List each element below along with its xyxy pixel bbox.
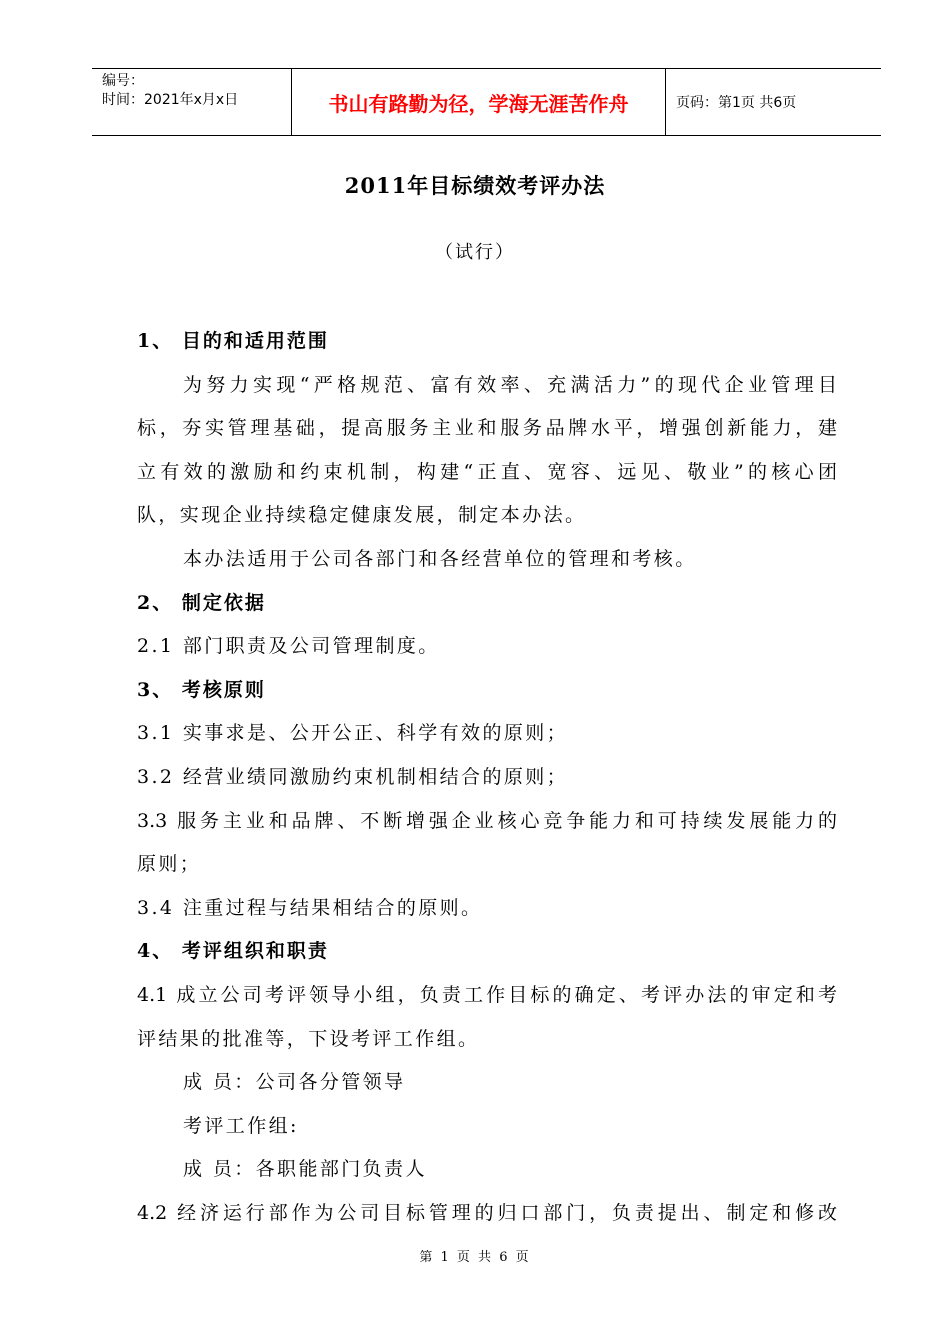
paragraph-line: 为努力实现“严格规范、富有效率、充满活力”的现代企业管理目 [183, 373, 837, 396]
paragraph-line: 标，夯实管理基础，提高服务主业和服务品牌水平，增强创新能力，建 [137, 417, 837, 440]
clause-2-1: 2.1 部门职责及公司管理制度。 [137, 635, 440, 658]
section-3-heading: 3、 考核原则 [137, 678, 266, 701]
document-title: 2011年目标绩效考评办法 [344, 173, 606, 198]
clause-4-2: 4.2 经济运行部作为公司目标管理的归口部门，负责提出、制定和修改 [137, 1201, 837, 1224]
header-meta [92, 69, 292, 135]
members-departments: 成 员：各职能部门负责人 [183, 1158, 427, 1181]
clause-3-1: 3.1 实事求是、公开公正、科学有效的原则； [137, 722, 569, 745]
section-1-heading: 1、 目的和适用范围 [137, 330, 329, 352]
clause-3-3-cont: 原则； [137, 853, 202, 876]
clause-4-1: 4.1 成立公司考评领导小组，负责工作目标的确定、考评办法的审定和考 [137, 983, 837, 1006]
document-header [92, 68, 881, 136]
clause-3-3: 3.3 服务主业和品牌、不断增强企业核心竞争能力和可持续发展能力的 [137, 809, 837, 832]
workgroup-label: 考评工作组: [183, 1114, 299, 1137]
document-subtitle: （试行） [435, 242, 515, 263]
clause-3-2: 3.2 经营业绩同激励约束机制相结合的原则； [137, 765, 569, 788]
clause-4-1-cont: 评结果的批准等，下设考评工作组。 [137, 1027, 480, 1050]
time-label: 时间：2021年x月x日 [102, 92, 239, 108]
document-body [137, 320, 837, 1235]
clause-3-4: 3.4 注重过程与结果相结合的原则。 [137, 896, 483, 919]
section-4-heading: 4、 考评组织和职责 [137, 940, 329, 963]
paragraph-line: 队，实现企业持续稳定健康发展，制定本办法。 [137, 504, 587, 527]
paragraph-line: 立有效的激励和约束机制，构建“正直、宽容、远见、敬业”的核心团 [137, 460, 837, 483]
code-label: 编号： [102, 73, 144, 89]
members-leaders: 成 员：公司各分管领导 [183, 1071, 406, 1094]
header-motto: 书山有路勤为径，学海无涯苦作舟 [292, 69, 666, 135]
header-page-info: 页码：第1页 共6页 [676, 95, 797, 111]
paragraph-line: 本办法适用于公司各部门和各经营单位的管理和考核。 [183, 547, 697, 570]
section-2-heading: 2、 制定依据 [137, 591, 266, 614]
page-footer: 第 1 页 共 6 页 [419, 1250, 531, 1265]
